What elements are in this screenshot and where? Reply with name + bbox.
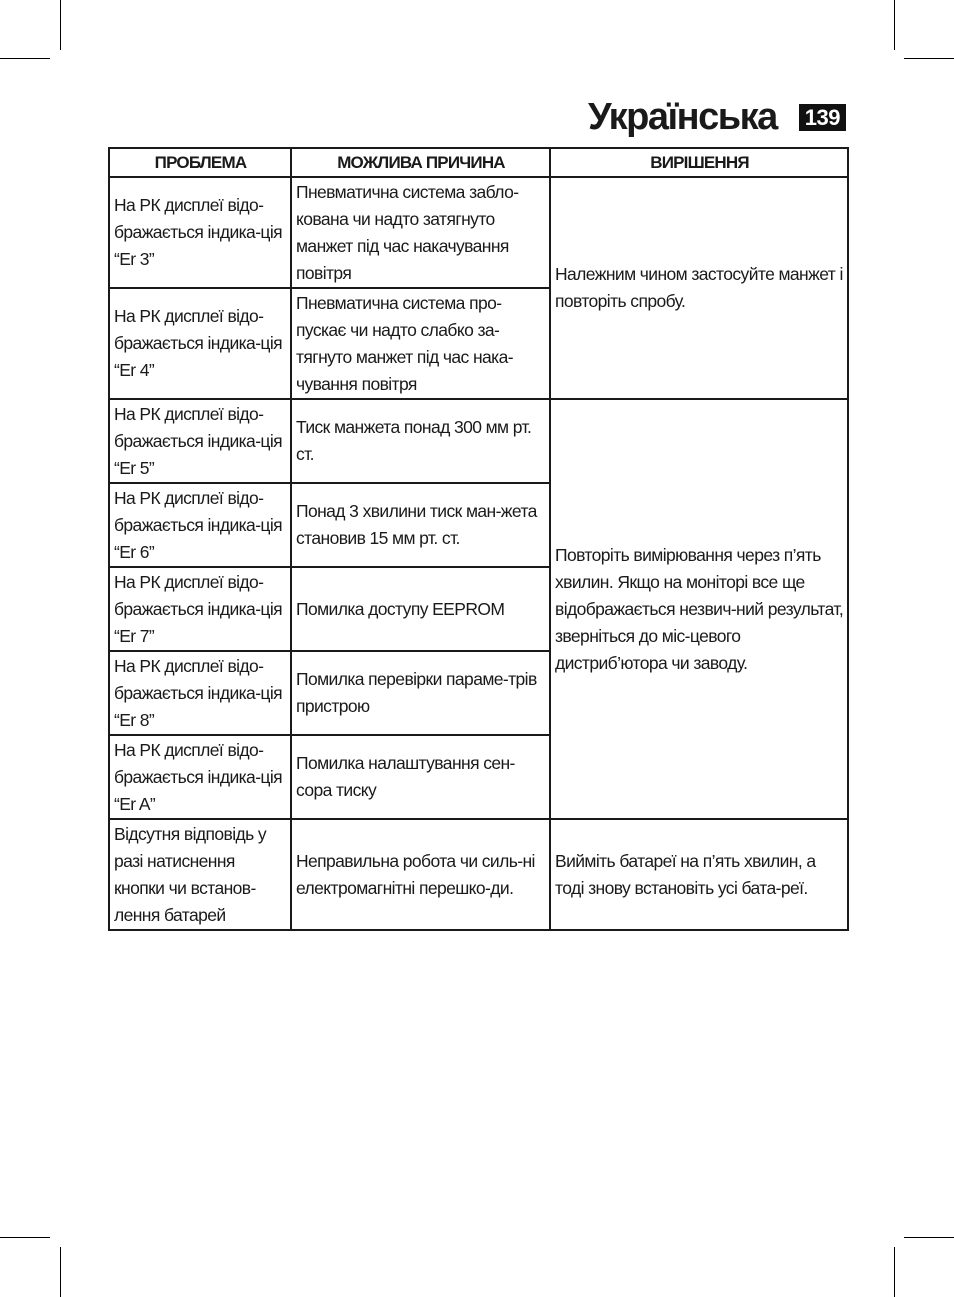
table-row: [109, 819, 848, 930]
crop-mark: [60, 1247, 61, 1297]
table-row: [109, 177, 848, 288]
solution-cell: Належним чином застосуйте манжет і повторіть спробу.: [550, 177, 848, 399]
problem-cell: На РК дисплеї відо-бражається індика-ція “Er 3”: [109, 177, 291, 288]
cause-cell: Неправильна робота чи силь-ні електромагнітні перешко-ди.: [291, 819, 550, 930]
crop-mark: [904, 1237, 954, 1238]
cause-cell: Пневматична система про-пускає чи надто слабко за-тягнуто манжет під час нака-чування повітря: [291, 288, 550, 399]
problem-cell: На РК дисплеї відо-бражається індика-ція “Er 8”: [109, 651, 291, 735]
table-row: [109, 399, 848, 483]
crop-mark: [894, 0, 895, 50]
cause-cell: Пневматична система забло-кована чи надто затягнуто манжет під час накачування повітря: [291, 177, 550, 288]
cause-cell: Помилка перевірки параме-трів пристрою: [291, 651, 550, 735]
column-header-cause: МОЖЛИВА ПРИЧИНА: [291, 148, 550, 177]
crop-mark: [894, 1247, 895, 1297]
cause-cell: Помилка доступу EEPROM: [291, 567, 550, 651]
problem-cell: На РК дисплеї відо-бражається індика-ція “Er 5”: [109, 399, 291, 483]
page-number: 139: [799, 104, 846, 131]
cause-cell: Помилка налаштування сен-сора тиску: [291, 735, 550, 819]
column-header-problem: ПРОБЛЕМА: [109, 148, 291, 177]
problem-cell: На РК дисплеї відо-бражається індика-ція “Er 7”: [109, 567, 291, 651]
crop-mark: [0, 58, 50, 59]
column-header-solution: ВИРІШЕННЯ: [550, 148, 848, 177]
solution-cell: Вийміть батареї на п’ять хвилин, а тоді знову встановіть усі бата-реї.: [550, 819, 848, 930]
cause-cell: Понад 3 хвилини тиск ман-жета становив 15 мм рт. ст.: [291, 483, 550, 567]
problem-cell: На РК дисплеї відо-бражається індика-ція “Er A”: [109, 735, 291, 819]
page-title: Українська: [587, 95, 777, 138]
solution-cell: Повторіть вимірювання через п’ять хвилин. Якщо на моніторі все ще відображається незвич-ний результат, зверніться до міс-цевого дистриб’ютора чи заводу.: [550, 399, 848, 819]
troubleshooting-table: [108, 147, 849, 931]
crop-mark: [0, 1237, 50, 1238]
problem-cell: На РК дисплеї відо-бражається індика-ція “Er 6”: [109, 483, 291, 567]
table-header-row: [109, 148, 848, 177]
cause-cell: Тиск манжета понад 300 мм рт. ст.: [291, 399, 550, 483]
problem-cell: Відсутня відповідь у разі натиснення кнопки чи встанов-лення батарей: [109, 819, 291, 930]
problem-cell: На РК дисплеї відо-бражається індика-ція “Er 4”: [109, 288, 291, 399]
page-header: [588, 92, 846, 142]
crop-mark: [904, 58, 954, 59]
crop-mark: [60, 0, 61, 50]
